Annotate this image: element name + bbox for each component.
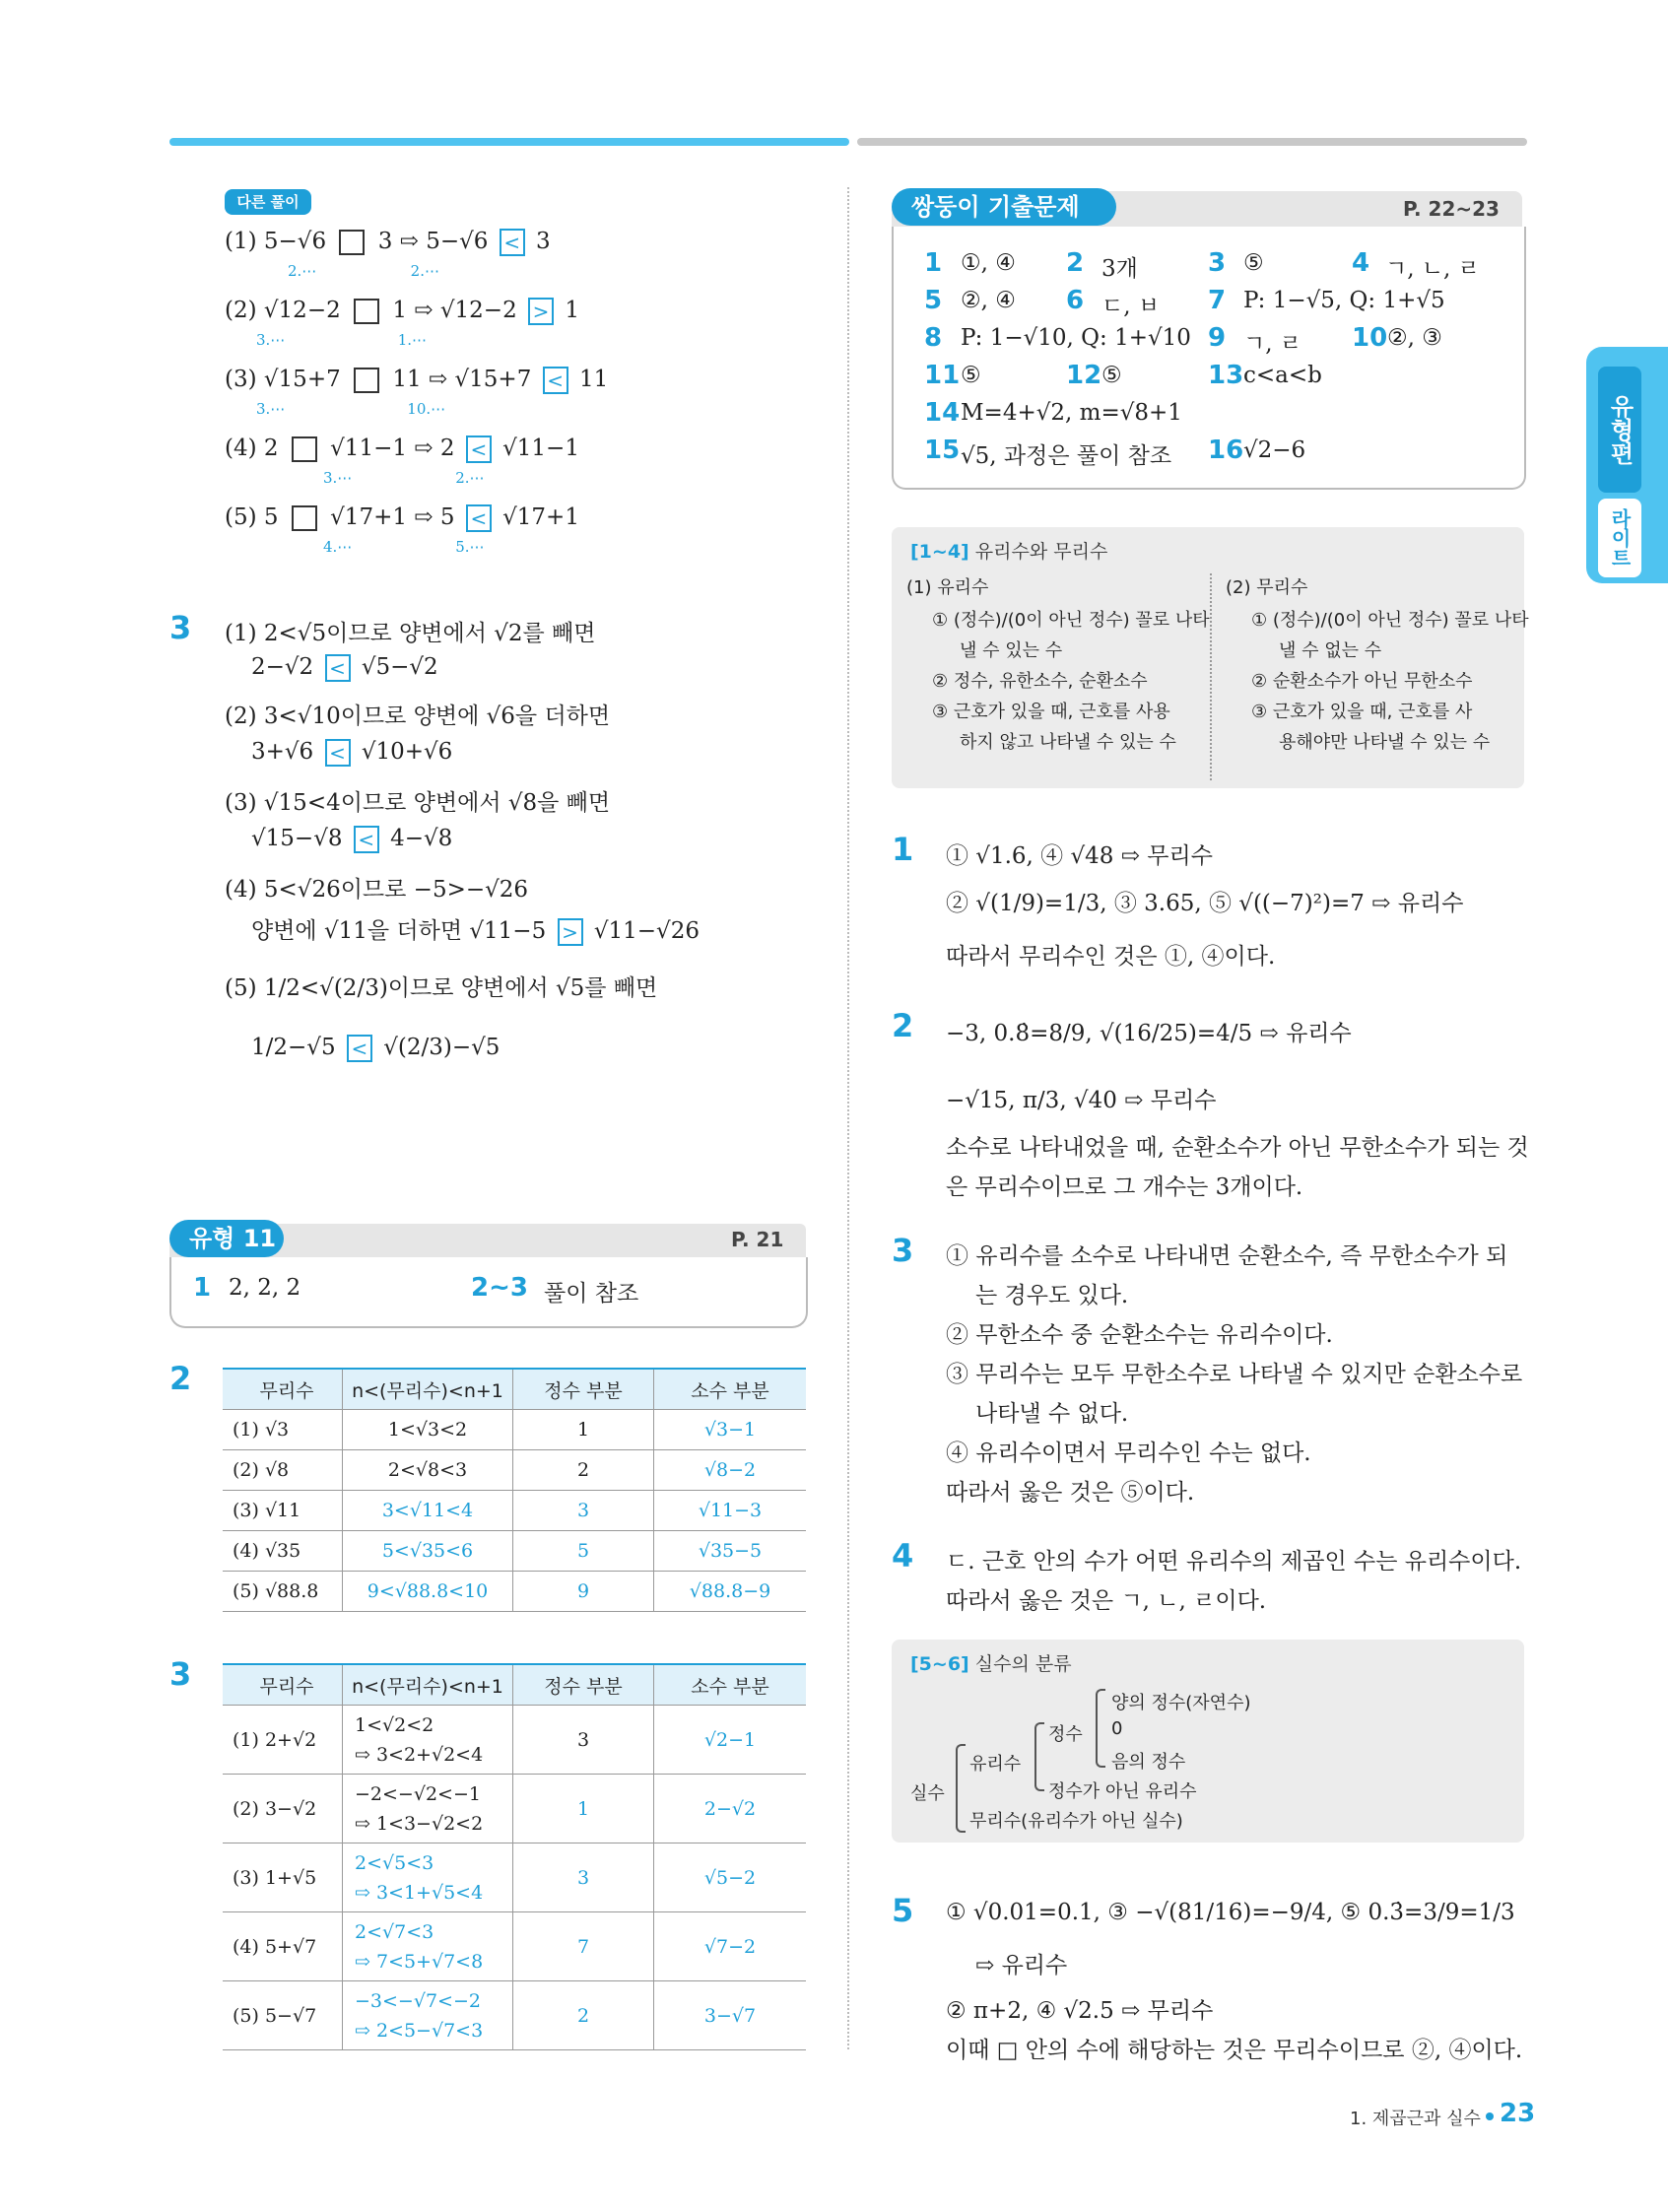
- answer-text: 3개: [1101, 256, 1138, 282]
- cell: [343, 1706, 513, 1775]
- s5-line-4: 이때 □ 안의 수에 해당하는 것은 무리수이므로 ②, ④이다.: [946, 2038, 1523, 2063]
- q3-number: 3: [169, 609, 192, 646]
- box1-left-item: ② 정수, 유한소수, 순환소수: [932, 671, 1148, 692]
- table-row: [223, 1531, 806, 1572]
- s2-line-3: 소수로 나타내었을 때, 순환소수가 아닌 무한소수가 되는 것: [946, 1135, 1529, 1161]
- q3-line-1: (1) 2<√5이므로 양변에서 √2를 빼면: [225, 621, 596, 646]
- s3-line-4: ③ 무리수는 모두 무한소수로 나타낼 수 있지만 순환소수로: [946, 1362, 1523, 1387]
- q3-line-6: √15−√8 < 4−√8: [251, 826, 453, 851]
- answer-text: ⑤: [1101, 363, 1122, 388]
- type11-ans2-num: 2~3: [471, 1273, 528, 1303]
- answer-text: P: 1−√10, Q: 1+√10: [961, 325, 1191, 351]
- alt-hint-4: 3.⋯ 2.⋯: [323, 469, 485, 487]
- cell-line: 2<√7<3: [355, 1920, 434, 1943]
- type11-page: P. 21: [731, 1228, 784, 1251]
- table2-h0: 무리수: [223, 1369, 343, 1410]
- box2-title: [5~6] 실수의 분류: [910, 1653, 1072, 1675]
- cell-line: −2<−√2<−1: [355, 1782, 481, 1805]
- box2-integer: 정수: [1048, 1724, 1083, 1745]
- cell: 2−√2: [654, 1775, 807, 1843]
- table-row: [223, 1410, 806, 1450]
- box1-right-item: ① (정수)/(0이 아닌 정수) 꼴로 나타: [1251, 610, 1529, 631]
- cell: 2: [513, 1981, 654, 2050]
- cell: √35−5: [654, 1531, 807, 1572]
- box1-left-item: ① (정수)/(0이 아닌 정수) 꼴로 나타: [932, 610, 1210, 631]
- table3-h1: n<(무리수)<n+1: [343, 1664, 513, 1706]
- box1-right-head: (2) 무리수: [1226, 577, 1308, 598]
- q3-line-5: (3) √15<4이므로 양변에서 √8을 빼면: [225, 790, 611, 816]
- answer-number: 14: [924, 398, 961, 428]
- cell: (2) 3−√2: [223, 1775, 343, 1843]
- box1-left-item: 하지 않고 나타낼 수 있는 수: [960, 732, 1176, 753]
- table2-number: 2: [169, 1360, 192, 1397]
- box2-rational: 유리수: [969, 1754, 1022, 1775]
- cell-line: ⇨ 1<3−√2<2: [355, 1812, 484, 1835]
- cell: 3: [513, 1491, 654, 1531]
- cell-line: ⇨ 3<1+√5<4: [355, 1881, 484, 1904]
- s3-line-6: ④ 유리수이면서 무리수인 수는 없다.: [946, 1441, 1311, 1466]
- box1-right-item: 용해야만 나타낼 수 있는 수: [1279, 732, 1491, 753]
- s3-line-3: ② 무한소수 중 순환소수는 유리수이다.: [946, 1322, 1333, 1348]
- table3-header-row: [223, 1664, 806, 1706]
- table3: [223, 1663, 806, 2050]
- q3-line-2: 2−√2 < √5−√2: [251, 654, 438, 680]
- box2-real: 실수: [910, 1783, 945, 1804]
- box1-left-head: (1) 유리수: [906, 577, 989, 598]
- answer-number: 3: [1208, 248, 1227, 278]
- s2-line-1: −3, 0.8̇=8/9, √(16/25)=4/5 ⇨ 유리수: [946, 1021, 1352, 1046]
- type11-label: 유형 11: [169, 1220, 284, 1257]
- cell: 5<√35<6: [343, 1531, 513, 1572]
- answer-text: ⑤: [961, 363, 981, 388]
- s1-number: 1: [892, 831, 914, 868]
- box2-brace-integer: [1096, 1689, 1105, 1768]
- side-tab-top: 유형편: [1598, 367, 1641, 493]
- table3-h2: 정수 부분: [513, 1664, 654, 1706]
- s2-number: 2: [892, 1007, 914, 1044]
- answer-number: 7: [1208, 286, 1227, 315]
- answer-text: ②, ④: [961, 288, 1016, 313]
- box2-zero: 0: [1111, 1718, 1123, 1739]
- cell: 2: [513, 1450, 654, 1491]
- cell: √8−2: [654, 1450, 807, 1491]
- box1-right-item: ② 순환소수가 아닌 무한소수: [1251, 671, 1473, 692]
- s3-line-7: 따라서 옳은 것은 ⑤이다.: [946, 1480, 1195, 1506]
- cell: (3) √11: [223, 1491, 343, 1531]
- box2-irrational: 무리수(유리수가 아닌 실수): [969, 1811, 1183, 1832]
- answer-text: √5, 과정은 풀이 참조: [961, 443, 1172, 469]
- cell: [343, 1775, 513, 1843]
- cell: 1<√3<2: [343, 1410, 513, 1450]
- s3-line-1: ① 유리수를 소수로 나타내면 순환소수, 즉 무한소수가 되: [946, 1243, 1508, 1269]
- cell: 2<√8<3: [343, 1450, 513, 1491]
- cell-line: −3<−√7<−2: [355, 1989, 481, 2012]
- footer-chapter: 1. 제곱근과 실수: [1350, 2109, 1481, 2129]
- answer-text: c<a<b: [1243, 363, 1322, 388]
- answer-number: 8: [924, 323, 943, 353]
- table2: [223, 1368, 806, 1612]
- cell-line: 1<√2<2: [355, 1713, 434, 1736]
- cell: 3: [513, 1843, 654, 1912]
- s5-line-3: ② π+2, ④ √2.5 ⇨ 무리수: [946, 1998, 1214, 2024]
- s1-line-3: 따라서 무리수인 것은 ①, ④이다.: [946, 944, 1276, 970]
- answer-text: ㄱ, ㄴ, ㄹ: [1385, 256, 1480, 282]
- q3-line-9: (5) 1/2<√(2/3)이므로 양변에서 √5를 빼면: [225, 975, 658, 1001]
- cell: 9: [513, 1572, 654, 1612]
- table2-header-row: [223, 1369, 806, 1410]
- table2-h1: n<(무리수)<n+1: [343, 1369, 513, 1410]
- box1-right-item: ③ 근호가 있을 때, 근호를 사: [1251, 702, 1473, 722]
- answer-number: 6: [1066, 286, 1085, 315]
- top-bar-left: [169, 138, 849, 146]
- cell: [343, 1912, 513, 1981]
- s4-number: 4: [892, 1537, 914, 1575]
- twin-page: P. 22~23: [1403, 197, 1500, 221]
- table3-number: 3: [169, 1655, 192, 1693]
- answer-text: ㄱ, ㄹ: [1243, 331, 1302, 357]
- answer-text: P: 1−√5, Q: 1+√5: [1243, 288, 1445, 313]
- cell: 7: [513, 1912, 654, 1981]
- box1-divider: [1210, 573, 1212, 780]
- cell: 5: [513, 1531, 654, 1572]
- table-row: [223, 1775, 806, 1843]
- alt-hint-5: 4.⋯ 5.⋯: [323, 538, 485, 556]
- footer-dot: [1486, 2112, 1494, 2120]
- cell: 9<√88.8<10: [343, 1572, 513, 1612]
- box1-right-item: 낼 수 없는 수: [1279, 640, 1382, 661]
- table-row: [223, 1450, 806, 1491]
- cell: [343, 1981, 513, 2050]
- answer-text: ①, ④: [961, 250, 1016, 276]
- alt-solution-badge: 다른 풀이: [225, 189, 311, 215]
- answer-number: 5: [924, 286, 943, 315]
- s3-line-2: 는 경우도 있다.: [975, 1283, 1129, 1308]
- box1-left-list: [932, 605, 1210, 758]
- q3-line-10: 1/2−√5 < √(2/3)−√5: [251, 1035, 500, 1060]
- table-row: [223, 1981, 806, 2050]
- cell: √11−3: [654, 1491, 807, 1531]
- box1-title: [1~4] 유리수와 무리수: [910, 541, 1108, 563]
- footer-page: 23: [1500, 2099, 1536, 2128]
- answer-text: √2−6: [1243, 437, 1306, 463]
- cell: 1: [513, 1410, 654, 1450]
- box2-neg: 음의 정수: [1111, 1752, 1186, 1773]
- table3-h0: 무리수: [223, 1664, 343, 1706]
- table-row: [223, 1491, 806, 1531]
- s5-number: 5: [892, 1892, 914, 1929]
- cell: (5) √88.8: [223, 1572, 343, 1612]
- q3-line-7: (4) 5<√26이므로 −5>−√26: [225, 877, 529, 903]
- box2-pos: 양의 정수(자연수): [1111, 1693, 1251, 1713]
- twin-label: 쌍둥이 기출문제: [892, 188, 1116, 226]
- cell: √3−1: [654, 1410, 807, 1450]
- type11-ans1: 2, 2, 2: [229, 1275, 301, 1301]
- side-tab-bottom: 라이트: [1598, 499, 1641, 577]
- table2-h3: 소수 부분: [654, 1369, 807, 1410]
- answer-number: 13: [1208, 361, 1244, 390]
- q3-line-4: 3+√6 < √10+√6: [251, 739, 453, 765]
- alt-line-2: (2) √12−2 1 ⇨ √12−2 > 1: [225, 298, 579, 323]
- cell-line: ⇨ 3<2+√2<4: [355, 1743, 484, 1766]
- s1-line-1: ① √1.6, ④ √48 ⇨ 무리수: [946, 843, 1213, 869]
- cell: 3<√11<4: [343, 1491, 513, 1531]
- s1-line-2: ② √(1/9)=1/3, ③ 3.65, ⑤ √((−7)²)=7 ⇨ 유리수: [946, 891, 1464, 916]
- box2-nonint: 정수가 아닌 유리수: [1048, 1781, 1197, 1802]
- table-row: [223, 1706, 806, 1775]
- answer-number: 10: [1352, 323, 1388, 353]
- table-row: [223, 1572, 806, 1612]
- alt-hint-2: 3.⋯ 1.⋯: [256, 331, 428, 349]
- cell: √2−1: [654, 1706, 807, 1775]
- table-row: [223, 1843, 806, 1912]
- cell: √5−2: [654, 1843, 807, 1912]
- s5-line-1: ① √0.01=0.1, ③ −√(81/16)=−9/4, ⑤ 0.3̇=3/9=1/3: [946, 1900, 1515, 1925]
- s3-number: 3: [892, 1232, 914, 1269]
- q3-line-3: (2) 3<√10이므로 양변에 √6을 더하면: [225, 704, 611, 729]
- answer-number: 1: [924, 248, 943, 278]
- answer-number: 9: [1208, 323, 1227, 353]
- cell-line: 2<√5<3: [355, 1851, 434, 1874]
- box2-brace-real: [956, 1744, 966, 1833]
- s4-line-1: ㄷ. 근호 안의 수가 어떤 유리수의 제곱인 수는 유리수이다.: [946, 1549, 1522, 1575]
- type11-ans2: 풀이 참조: [544, 1281, 639, 1307]
- box2-brace-rational: [1034, 1722, 1044, 1791]
- s2-line-4: 은 무리수이므로 그 개수는 3개이다.: [946, 1174, 1303, 1200]
- alt-hint-3: 3.⋯ 10.⋯: [256, 400, 446, 418]
- box1-right-list: [1251, 605, 1529, 758]
- alt-line-5: (5) 5 √17+1 ⇨ 5 < √17+1: [225, 504, 579, 530]
- box1-left-item: ③ 근호가 있을 때, 근호를 사용: [932, 702, 1170, 722]
- answer-number: 12: [1066, 361, 1102, 390]
- cell-line: ⇨ 2<5−√7<3: [355, 2019, 484, 2042]
- alt-line-4: (4) 2 √11−1 ⇨ 2 < √11−1: [225, 436, 579, 461]
- cell: (4) √35: [223, 1531, 343, 1572]
- type11-ans1-num: 1: [193, 1273, 212, 1303]
- cell: 3: [513, 1706, 654, 1775]
- cell: (1) 2+√2: [223, 1706, 343, 1775]
- table2-h2: 정수 부분: [513, 1369, 654, 1410]
- s3-line-5: 나타낼 수 없다.: [975, 1401, 1129, 1427]
- cell: (4) 5+√7: [223, 1912, 343, 1981]
- answer-number: 15: [924, 436, 961, 465]
- answer-text: ②, ③: [1387, 325, 1442, 351]
- s4-line-2: 따라서 옳은 것은 ㄱ, ㄴ, ㄹ이다.: [946, 1588, 1267, 1614]
- table3-h3: 소수 부분: [654, 1664, 807, 1706]
- answer-text: M=4+√2, m=√8+1: [961, 400, 1182, 426]
- cell: (2) √8: [223, 1450, 343, 1491]
- alt-line-1: (1) 5−√6 3 ⇨ 5−√6 < 3: [225, 229, 551, 254]
- answer-number: 16: [1208, 436, 1244, 465]
- cell-line: ⇨ 7<5+√7<8: [355, 1950, 484, 1973]
- answer-number: 11: [924, 361, 961, 390]
- answer-number: 2: [1066, 248, 1085, 278]
- box1-left-item: 낼 수 있는 수: [960, 640, 1063, 661]
- alt-hint-1: 2.⋯ 2.⋯: [288, 262, 439, 280]
- answer-text: ㄷ, ㅂ: [1101, 294, 1161, 319]
- cell: 3−√7: [654, 1981, 807, 2050]
- answer-number: 4: [1352, 248, 1370, 278]
- cell: √7−2: [654, 1912, 807, 1981]
- answer-text: ⑤: [1243, 250, 1264, 276]
- alt-line-3: (3) √15+7 11 ⇨ √15+7 < 11: [225, 367, 609, 392]
- cell: [343, 1843, 513, 1912]
- cell: (3) 1+√5: [223, 1843, 343, 1912]
- cell: 1: [513, 1775, 654, 1843]
- s2-line-2: −√15, π/3, √40 ⇨ 무리수: [946, 1088, 1217, 1113]
- column-divider: [847, 187, 849, 2049]
- cell: (5) 5−√7: [223, 1981, 343, 2050]
- table-row: [223, 1912, 806, 1981]
- q3-line-8: 양변에 √11을 더하면 √11−5 > √11−√26: [251, 918, 700, 944]
- cell: (1) √3: [223, 1410, 343, 1450]
- top-bar-right: [857, 138, 1527, 146]
- s5-line-2: ⇨ 유리수: [975, 1953, 1068, 1978]
- cell: √88.8−9: [654, 1572, 807, 1612]
